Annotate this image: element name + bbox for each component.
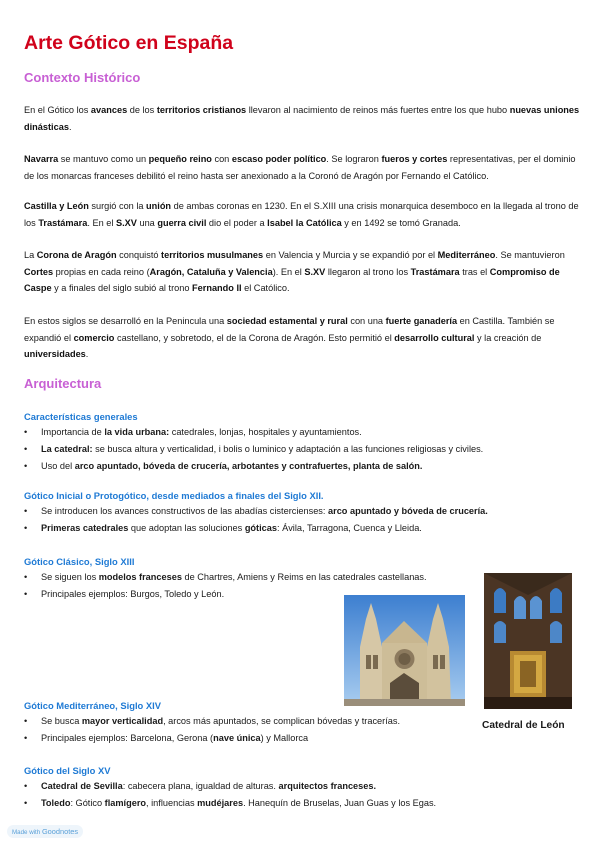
bold-text: mudéjares	[197, 798, 244, 808]
text-run: tras el	[459, 266, 490, 277]
text-run: surgió con la	[88, 201, 147, 211]
list-item	[24, 778, 436, 795]
text-run: Uso del	[41, 461, 75, 471]
text-run: con	[211, 154, 232, 164]
bold-text: arco apuntado y bóveda de crucería.	[328, 506, 488, 516]
text-run: de los	[127, 105, 157, 115]
bold-text: nuevas uniones dinásticas	[24, 105, 580, 132]
text-run: : cabecera plana, igualdad de alturas.	[122, 781, 279, 791]
bold-text: S.XV	[115, 217, 137, 228]
bullet-icon: •	[24, 798, 28, 808]
text-run: el Católico.	[241, 283, 290, 293]
bold-text: Navarra	[24, 154, 59, 164]
text-run: y a finales del siglo subió al trono	[51, 283, 193, 293]
bold-text: unión	[146, 201, 172, 211]
text-run: Se siguen los	[41, 572, 99, 582]
text-run: Se busca	[41, 716, 82, 726]
cathedral-facade-image	[344, 595, 465, 706]
text-run: . Se mantuvieron	[495, 250, 565, 260]
image-caption: Catedral de León	[482, 720, 565, 731]
list-item	[24, 569, 427, 586]
bold-text: territorios cristianos	[156, 105, 247, 115]
list-item	[24, 441, 483, 458]
bold-text: arco apuntado, bóveda de crucería, arbotantes y contrafuertes, planta de salón.	[74, 461, 423, 471]
list-item	[24, 503, 488, 520]
subsection-heading: Gótico del Siglo XV	[24, 765, 111, 776]
text-run: Principales ejemplos: Barcelona, Gerona (	[41, 733, 214, 743]
text-run: catedrales, lonjas, hospitales y ayuntamientos.	[169, 427, 362, 437]
text-run: llegaron al trono los	[325, 266, 411, 277]
bold-text: Castilla y León	[24, 201, 89, 211]
bullet-icon: •	[24, 427, 28, 437]
text-run: y la creación de	[474, 332, 542, 343]
bold-text: universidades	[24, 349, 86, 359]
subsection-heading: Gótico Clásico, Siglo XIII	[24, 556, 135, 567]
bold-text: góticas	[244, 523, 277, 533]
bullet-icon: •	[24, 589, 28, 599]
paragraph	[24, 151, 580, 184]
text-run: castellano, y sobretodo, el de la Corona de Aragón. Esto permitió el	[114, 332, 395, 343]
paragraph	[24, 102, 580, 135]
text-run: con una	[347, 316, 386, 326]
bold-text: fueros y cortes	[381, 154, 448, 164]
text-run: llevaron al nacimiento de reinos más fuertes entre los que hubo	[246, 105, 510, 115]
text-run: , arcos más apuntados, se complican bóvedas y tracerías.	[163, 716, 401, 726]
bold-text: pequeño reino	[148, 154, 212, 164]
text-run: conquistó	[116, 250, 162, 260]
bullet-list	[24, 503, 488, 537]
text-run: En estos siglos se desarrolló en la Penincula una	[24, 316, 227, 326]
bold-text: flamígero	[104, 798, 147, 808]
bold-text: S.XV	[304, 266, 326, 277]
bold-text: guerra civil	[157, 217, 207, 228]
bold-text: Fernando II	[192, 283, 242, 293]
bold-text: Cortes	[24, 266, 54, 277]
bold-text: arquitectos franceses.	[278, 781, 377, 791]
bold-text: sociedad estamental y rural	[226, 316, 348, 326]
bullet-list	[24, 778, 436, 812]
text-run: representativas, per el dominio de los monarcas franceses debilitó el reino hasta ser anexionado a la Coronó de Aragón por Fernando el Católico.	[24, 154, 576, 181]
text-run: se mantuvo como un	[58, 154, 149, 164]
bullet-icon: •	[24, 461, 28, 471]
text-run: : Ávila, Tarragona, Cuenca y Lleida.	[276, 523, 422, 533]
text-run: que adoptan las soluciones	[128, 523, 245, 533]
text-run: Principales ejemplos: Burgos, Toledo y León.	[41, 589, 225, 599]
bullet-list	[24, 713, 400, 747]
list-item	[24, 458, 483, 475]
text-run: una	[136, 217, 158, 228]
bold-text: Compromiso de Caspe	[24, 266, 560, 293]
list-item	[24, 730, 400, 747]
badge-prefix: Made with	[12, 829, 41, 836]
bold-text: Toledo	[41, 798, 71, 808]
text-run: . En el	[87, 217, 116, 228]
text-run: Importancia de	[41, 427, 105, 437]
list-item	[24, 795, 436, 812]
bold-text: Catedral de Sevilla	[41, 781, 123, 791]
bold-text: territorios musulmanes	[161, 250, 264, 260]
bullet-icon: •	[24, 572, 28, 582]
text-run: ) y Mallorca	[260, 733, 309, 743]
text-run: . Hanequín de Bruselas, Juan Guas y los Egas.	[243, 798, 437, 808]
text-run: En el Gótico los	[24, 105, 91, 115]
bold-text: mayor verticalidad	[81, 716, 164, 726]
bold-text: Corona de Aragón	[36, 250, 117, 260]
section-heading-arquitectura: Arquitectura	[24, 376, 102, 391]
bullet-icon: •	[24, 716, 28, 726]
paragraph	[24, 247, 580, 297]
bold-text: Primeras catedrales	[41, 523, 129, 533]
bullet-icon: •	[24, 781, 28, 791]
document-title: Arte Gótico en España	[24, 32, 234, 54]
text-run: propias en cada reino (	[53, 266, 150, 277]
text-run: Se introducen los avances constructivos de las abadías cistercienses:	[41, 506, 329, 516]
bullet-list	[24, 424, 483, 475]
list-item	[24, 520, 488, 537]
bold-text: escaso poder político	[231, 154, 327, 164]
bullet-icon: •	[24, 506, 28, 516]
bold-text: la vida urbana:	[104, 427, 170, 437]
paragraph	[24, 313, 580, 363]
cathedral-interior-image	[484, 573, 572, 709]
bold-text: Isabel la Católica	[267, 217, 342, 228]
list-item	[24, 713, 400, 730]
bold-text: Trastámara	[410, 266, 460, 277]
subsection-heading: Gótico Inicial o Protogótico, desde mediados a finales del Siglo XII.	[24, 490, 324, 501]
text-run: de ambas coronas en 1230. En el S.XIII una crisis monarquica desemboco en la llegada al trono de los	[24, 201, 579, 228]
bold-text: Aragón, Cataluña y Valencia	[149, 266, 273, 277]
text-run: en Castilla. También se expandió el	[24, 316, 555, 343]
text-run: dio el poder a	[206, 217, 268, 228]
subsection-heading: Gótico Mediterráneo, Siglo XIV	[24, 700, 161, 711]
bold-text: desarrollo cultural	[394, 332, 475, 343]
text-run: en Valencia y Murcia y se expandió por el	[263, 250, 438, 260]
text-run: , influencias	[146, 798, 198, 808]
bullet-icon: •	[24, 444, 28, 454]
text-run: se busca altura y verticalidad, i bolis o luminico y adaptación a las funciones religiosas y civiles.	[92, 444, 484, 454]
badge-brand: Goodnotes	[41, 827, 79, 836]
bold-text: La catedral:	[41, 444, 93, 454]
text-run: de Chartres, Amiens y Reims en las catedrales castellanas.	[181, 572, 427, 582]
bold-text: avances	[90, 105, 128, 115]
list-item	[24, 424, 483, 441]
text-run: La	[24, 250, 37, 260]
bullet-icon: •	[24, 733, 28, 743]
text-run: .	[68, 121, 72, 132]
text-run: : Gótico	[70, 798, 105, 808]
text-run: ). En el	[272, 266, 305, 277]
bullet-icon: •	[24, 523, 28, 533]
made-with-badge	[7, 825, 83, 838]
bold-text: Trastámara	[38, 217, 88, 228]
bold-text: Mediterráneo	[437, 250, 496, 260]
bold-text: modelos franceses	[98, 572, 182, 582]
text-run: y en 1492 se tomó Granada.	[341, 217, 461, 228]
paragraph	[24, 198, 580, 231]
section-heading-contexto: Contexto Histórico	[24, 70, 141, 85]
subsection-heading: Características generales	[24, 411, 138, 422]
bold-text: comercio	[73, 332, 115, 343]
bold-text: fuerte ganadería	[385, 316, 458, 326]
bold-text: nave única	[213, 733, 261, 743]
text-run: . Se lograron	[326, 154, 382, 164]
text-run: .	[85, 349, 89, 359]
